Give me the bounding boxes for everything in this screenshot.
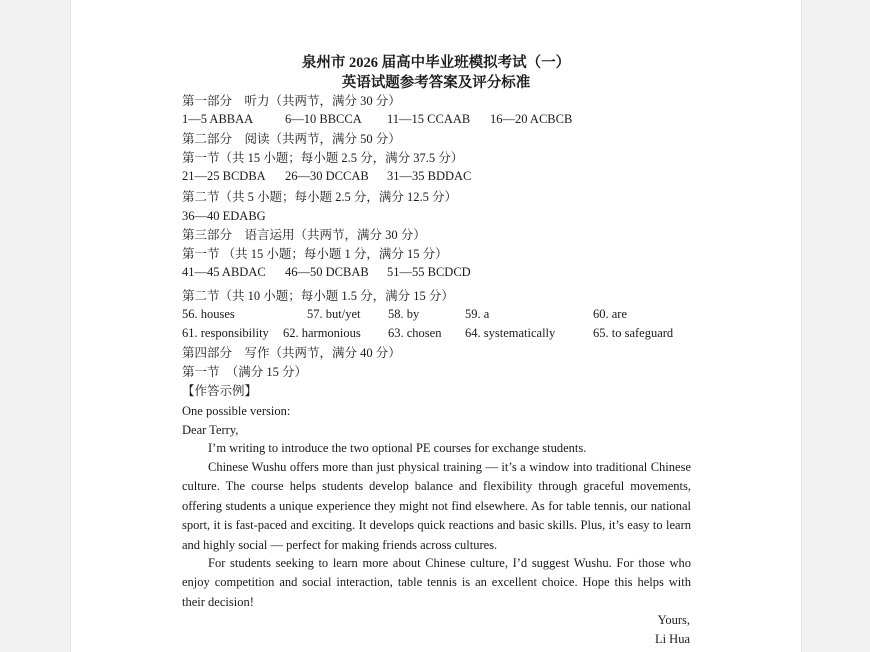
letter-paragraph-3: For students seeking to learn more about Chinese culture, I’d suggest Wushu. For those who enjoy competition and social interaction, table tennis is an excellent choice. Hope this helps with their decision!	[182, 556, 691, 609]
answer-group: 31—35 BDDAC	[387, 169, 472, 183]
letter-greeting: Dear Terry,	[182, 423, 239, 437]
part3-header: 第三部分 语言运用（共两节，满分 30 分）	[182, 228, 426, 242]
part3-section1-header: 第一节 （共 15 小题；每小题 1 分，满分 15 分）	[182, 247, 448, 261]
blank-answer: 63. chosen	[388, 326, 442, 340]
blank-answer: 64. systematically	[465, 326, 556, 340]
answer-group: 21—25 BCDBA	[182, 169, 266, 183]
blank-answer: 62. harmonious	[283, 326, 361, 340]
blank-answer: 58. by	[388, 307, 420, 321]
document-subtitle: 英语试题参考答案及评分标准	[341, 75, 531, 91]
part3-answers-row1	[182, 307, 782, 323]
answer-group: 1—5 ABBAA	[182, 112, 254, 126]
blank-answer: 61. responsibility	[182, 326, 269, 340]
sample-label: 【作答示例】	[182, 384, 258, 398]
part1-header: 第一部分 听力（共两节，满分 30 分）	[182, 94, 401, 108]
blank-answer: 56. houses	[182, 307, 235, 321]
letter-paragraph-1: I’m writing to introduce the two optional PE courses for exchange students.	[208, 441, 587, 455]
version-label: One possible version:	[182, 404, 291, 418]
part3-answers-row2	[182, 326, 782, 342]
answer-group: 16—20 ACBCB	[490, 112, 573, 126]
letter-signature: Li Hua	[654, 632, 690, 646]
blank-answer: 65. to safeguard	[593, 326, 674, 340]
document-title: 泉州市 2026 届高中毕业班模拟考试（一）	[301, 55, 571, 71]
part4-section1-header: 第一节 （满分 15 分）	[182, 365, 308, 379]
part4-header: 第四部分 写作（共两节，满分 40 分）	[182, 346, 401, 360]
answer-group: 26—30 DCCAB	[285, 169, 369, 183]
letter-closing: Yours,	[657, 613, 690, 627]
blank-answer: 59. a	[465, 307, 490, 321]
part3-section2-header: 第二节（共 10 小题；每小题 1.5 分，满分 15 分）	[182, 289, 454, 303]
answer-group: 6—10 BBCCA	[285, 112, 362, 126]
answer-group: 51—55 BCDCD	[387, 265, 471, 279]
cut-off-next-line	[182, 646, 432, 652]
part3-section1-answers	[182, 265, 782, 281]
blank-answer: 60. are	[593, 307, 628, 321]
blank-answer: 57. but/yet	[307, 307, 361, 321]
part2-header: 第二部分 阅读（共两节，满分 50 分）	[182, 132, 401, 146]
answer-group: 46—50 DCBAB	[285, 265, 369, 279]
part2-section1-answers	[182, 169, 782, 185]
part2-section2-answers: 36—40 EDABG	[182, 209, 266, 223]
part2-section1-header: 第一节（共 15 小题；每小题 2.5 分，满分 37.5 分）	[182, 151, 464, 165]
letter-paragraph-2: Chinese Wushu offers more than just physical training — it’s a window into traditional Chinese culture. The course helps students develop balance and flexibility through graceful movements, offering students a unique experience they might not find elsewhere. As for table tennis, our national sport, it is fast-paced and exciting. It develops quick reactions and basic skills. Plus, it’s easy to learn and highly social — perfect for making friends across cultures.	[182, 460, 691, 552]
answer-sheet-page	[70, 0, 802, 652]
part2-section2-header: 第二节（共 5 小题；每小题 2.5 分，满分 12.5 分）	[182, 190, 458, 204]
answer-group: 41—45 ABDAC	[182, 265, 266, 279]
answer-group: 11—15 CCAAB	[387, 112, 471, 126]
part1-answers	[182, 112, 782, 128]
